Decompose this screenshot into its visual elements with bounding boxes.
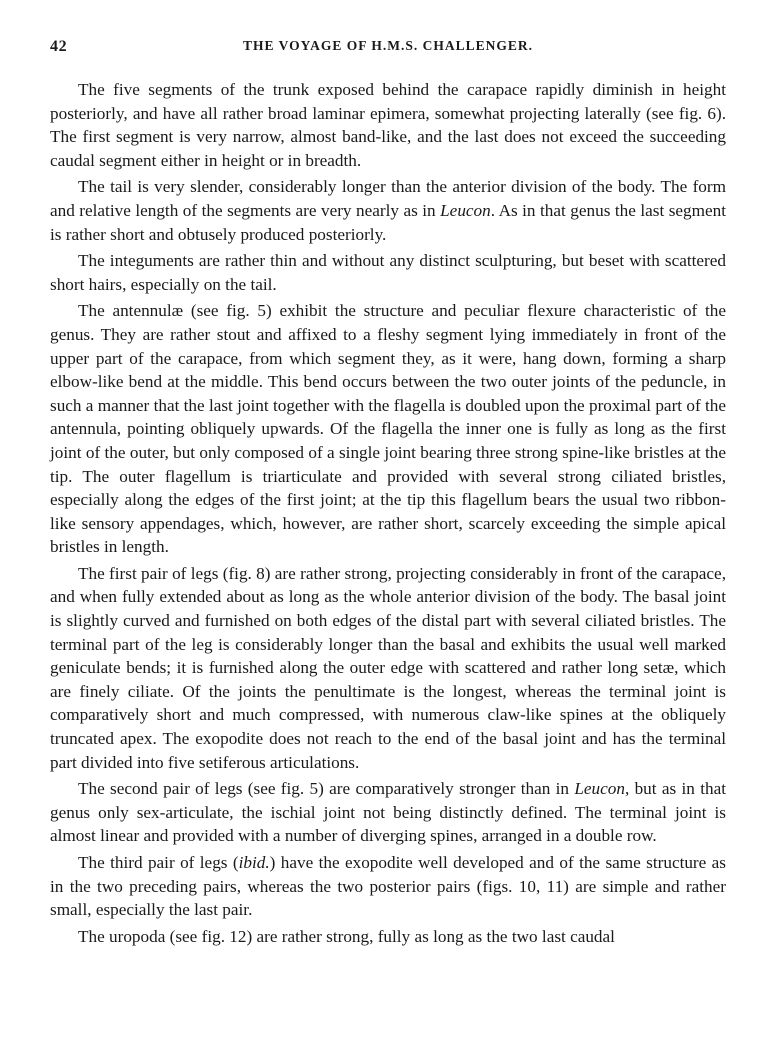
document-page xyxy=(50,38,726,948)
running-title: THE VOYAGE OF H.M.S. CHALLENGER. xyxy=(242,38,534,53)
paragraph-tail: The tail is very slender, considerably longer than the anterior division of the body. The form and relative length of the segments are very nearly as in Leucon. As in that genus the last segment is rather short and obtusely produced posteriorly. xyxy=(50,177,726,244)
paragraph-first-legs: The first pair of legs (fig. 8) are rather strong, projecting considerably in front of the carapace, and when fully extended about as long as the whole anterior division of the body. The basal joint is slightly curved and furnished on both edges of the distal part with several ciliated bristles. The terminal part of the leg is considerably longer than the basal and exhibits the usual well marked geniculate bends; it is furnished along the outer edge with scattered and rather long setæ, which are finely ciliate. Of the joints the penultimate is the longest, whereas the terminal joint is comparatively short and much compressed, with numerous claw-like spines at the obliquely truncated apex. The exopodite does not reach to the end of the basal joint and has the terminal part divided into five setiferous articulations. xyxy=(50,563,726,772)
paragraph-uropoda: The uropoda (see fig. 12) are rather strong, fully as long as the two last caudal xyxy=(78,926,615,946)
paragraph-antennulae: The antennulæ (see fig. 5) exhibit the structure and peculiar flexure characteristic of the genus. They are rather stout and affixed to a fleshy segment lying immediately in front of the upper part of the carapace, from which segment they, as it were, hang down, forming a sharp elbow-like bend at the middle. This bend occurs between the two outer joints of the peduncle, in such a manner that the last joint together with the flagella is doubled upon the proximal part of the antennula, pointing obliquely upwards. Of the flagella the inner one is fully as long as the first joint of the outer, but only composed of a single joint bearing three strong spine-like bristles at the tip. The outer flagellum is triarticulate and provided with several strong ciliated bristles, especially along the edges of the first joint; at the tip this flagellum bears the usual two ribbon-like sensory appendages, which, however, are rather short, scarcely exceeding the simple apical bristles in length. xyxy=(50,301,726,557)
paragraph-integuments: The integuments are rather thin and without any distinct sculpturing, but beset with scattered short hairs, especially on the tail. xyxy=(50,251,726,294)
paragraph-trunk-segments: The five segments of the trunk exposed behind the carapace rapidly diminish in height posteriorly, and have all rather broad laminar epimera, somewhat projecting laterally (see fig. 6). The first segment is very narrow, almost band-like, and the last does not exceed the succeeding caudal segment either in height or in breadth. xyxy=(50,80,726,170)
page-number: 42 xyxy=(50,38,68,55)
paragraph-second-legs: The second pair of legs (see fig. 5) are comparatively stronger than in Leucon, but as in that genus only sex-articulate, the ischial joint not being distinctly defined. The terminal joint is almost linear and provided with a number of diverging spines, arranged in a double row. xyxy=(50,779,726,846)
running-head xyxy=(50,38,726,64)
paragraph-third-legs: The third pair of legs (ibid.) have the exopodite well developed and of the same structure as in the two preceding pairs, whereas the two posterior pairs (figs. 10, 11) are simple and rather small, especially the last pair. xyxy=(50,853,726,920)
body-text xyxy=(50,78,726,948)
